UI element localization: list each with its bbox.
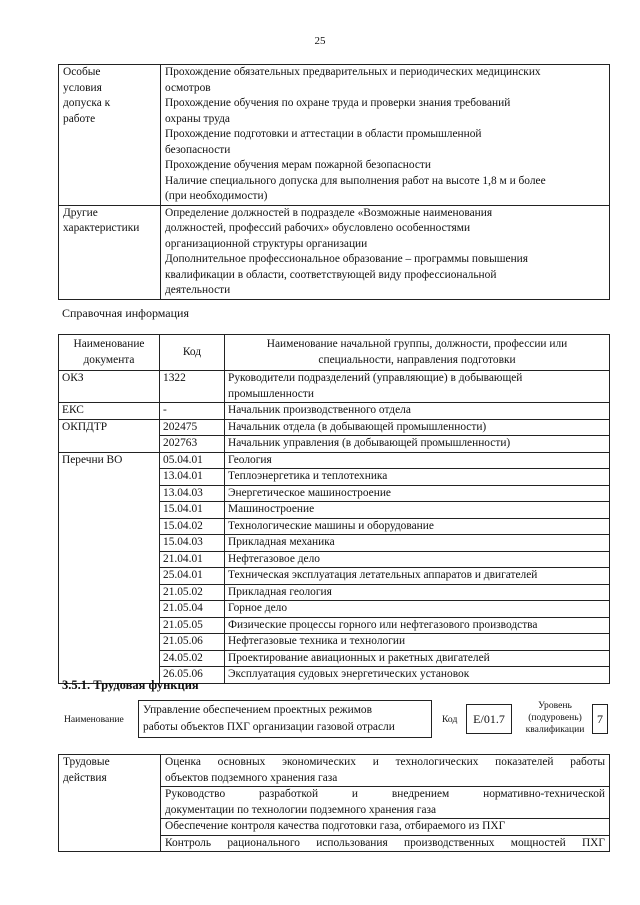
content-line: Наличие специального допуска для выполнения работ на высоте 1,8 м и более (165, 174, 546, 187)
level-value-box (592, 704, 608, 734)
cell-code: 24.05.02 (160, 650, 225, 667)
conditions-table (58, 64, 610, 300)
cell-code: 15.04.01 (160, 502, 225, 519)
cell-name (225, 371, 610, 403)
qualification-level-label (520, 700, 590, 736)
action-line: Оценка основных экономических и технологических показателей работы (165, 756, 605, 768)
labor-action-item (161, 787, 610, 819)
code-value: E/01.7 (473, 712, 505, 726)
action-line: Руководство разработкой и внедрением нормативно-технической (165, 788, 605, 800)
cell-code: 05.04.01 (160, 452, 225, 469)
cell-name: Прикладная механика (225, 535, 610, 552)
cell-name: Нефтегазовые техника и технологии (225, 634, 610, 651)
level-value: 7 (597, 712, 603, 726)
label-line: Другие (63, 206, 98, 219)
cell-doc: Перечни ВО (59, 452, 160, 683)
labor-actions-label (59, 755, 161, 852)
content-line: (при необходимости) (165, 190, 268, 202)
cell-name: Горное дело (225, 601, 610, 618)
labor-action-item (161, 755, 610, 787)
function-name-box (138, 700, 432, 738)
cell-code: 21.05.02 (160, 584, 225, 601)
table-row (59, 65, 610, 206)
cell-name: Начальник управления (в добывающей промышленности) (225, 436, 610, 453)
cell-name: Физические процессы горного или нефтегазового производства (225, 617, 610, 634)
action-line: Обеспечение контроля качества подготовки газа, отбираемого из ПХГ (165, 820, 506, 832)
header-name (225, 335, 610, 371)
header-text: Наименование начальной группы, должности, профессии или (266, 338, 568, 350)
header-document (59, 335, 160, 371)
content-line: Дополнительное профессиональное образование – программы повышения (165, 253, 528, 265)
header-text: Наименование (73, 338, 145, 350)
table-row (59, 755, 610, 787)
cell-code: 21.05.05 (160, 617, 225, 634)
cell-name: Проектирование авиационных и ракетных двигателей (225, 650, 610, 667)
action-line: объектов подземного хранения газа (165, 771, 338, 784)
level-label-line: квалификации (525, 724, 585, 735)
cell-name: Начальник отдела (в добывающей промышленности) (225, 419, 610, 436)
reference-table (58, 334, 610, 684)
reference-section-title: Справочная информация (62, 306, 189, 320)
function-name-line: Управление обеспечением проектных режимов (143, 704, 372, 716)
content-line: деятельности (165, 284, 231, 296)
special-conditions-label (59, 65, 161, 206)
cell-name: Технологические машины и оборудование (225, 518, 610, 535)
table-row (59, 371, 610, 403)
other-characteristics-content (161, 205, 610, 299)
labor-action-item (161, 835, 610, 852)
cell-doc: ЕКС (59, 403, 160, 420)
labor-function-heading: 3.5.1. Трудовая функция (62, 678, 199, 692)
content-line: безопасности (165, 143, 231, 156)
page-number: 25 (314, 35, 326, 47)
cell-code: 202763 (160, 436, 225, 453)
code-label: Код (442, 714, 458, 725)
content-line: Определение должностей в подразделе «Возможные наименования (165, 206, 493, 219)
cell-code: 202475 (160, 419, 225, 436)
cell-name: Теплоэнергетика и теплотехника (225, 469, 610, 486)
cell-doc: ОКЗ (59, 371, 160, 403)
content-line: Прохождение обучения мерам пожарной безопасности (165, 159, 431, 171)
content-line: квалификации в области, соответствующей виду профессиональной (165, 268, 497, 281)
cell-name: Прикладная геология (225, 584, 610, 601)
cell-code: 25.04.01 (160, 568, 225, 585)
content-line: Прохождение обязательных предварительных и периодических медицинских (165, 66, 541, 78)
cell-name: Геология (225, 452, 610, 469)
cell-code: 15.04.03 (160, 535, 225, 552)
cell-name: Техническая эксплуатация летательных аппаратов и двигателей (225, 568, 610, 585)
header-text: специальности, направления подготовки (318, 353, 516, 366)
name-label: Наименование (64, 714, 124, 725)
label-line: условия (63, 81, 102, 94)
cell-code: 13.04.01 (160, 469, 225, 486)
cell-name-line: Руководители подразделений (управляющие) в добывающей (228, 372, 523, 384)
labor-function-row (58, 698, 610, 742)
level-label-line: (подуровень) (528, 712, 582, 723)
code-value-box (466, 704, 512, 734)
content-line: осмотров (165, 81, 211, 94)
label-line: характеристики (63, 222, 140, 234)
other-characteristics-label (59, 205, 161, 299)
cell-name: Энергетическое машиностроение (225, 485, 610, 502)
action-line: Контроль рационального использования производственных мощностей ПХГ (165, 836, 605, 849)
label-line: Трудовые (63, 756, 110, 768)
cell-code: 21.04.01 (160, 551, 225, 568)
label-line: допуска к (63, 97, 111, 109)
label-line: действия (63, 771, 107, 784)
cell-name: Начальник производственного отдела (225, 403, 610, 420)
table-row (59, 205, 610, 299)
cell-doc: ОКПДТР (59, 419, 160, 452)
table-row (59, 403, 610, 420)
cell-name: Нефтегазовое дело (225, 551, 610, 568)
cell-code: 21.05.04 (160, 601, 225, 618)
cell-code: 1322 (160, 371, 225, 403)
content-line: охраны труда (165, 112, 230, 125)
cell-code: 15.04.02 (160, 518, 225, 535)
header-code: Код (160, 335, 225, 371)
content-line: организационной структуры организации (165, 237, 368, 250)
action-line: документации по технологии подземного хранения газа (165, 803, 437, 816)
label-line: работе (63, 112, 96, 125)
function-name-line: работы объектов ПХГ организации газовой отрасли (143, 721, 395, 733)
content-line: должностей, профессий рабочих» обусловлено особенностями (165, 222, 471, 234)
content-line: Прохождение подготовки и аттестации в области промышленной (165, 128, 482, 140)
cell-code: 21.05.06 (160, 634, 225, 651)
cell-name: Машиностроение (225, 502, 610, 519)
cell-name: Эксплуатация судовых энергетических установок (225, 667, 610, 684)
special-conditions-content (161, 65, 610, 206)
level-label-line: Уровень (538, 700, 572, 711)
cell-name-line: промышленности (228, 387, 314, 400)
cell-code: - (160, 403, 225, 420)
cell-code: 26.05.06 (160, 667, 225, 684)
table-row (59, 419, 610, 436)
labor-actions-table (58, 754, 610, 852)
table-row (59, 452, 610, 469)
cell-code: 13.04.03 (160, 485, 225, 502)
table-header-row (59, 335, 610, 371)
labor-action-item (161, 819, 610, 836)
header-text: документа (83, 353, 135, 366)
content-line: Прохождение обучения по охране труда и проверки знания требований (165, 97, 511, 109)
label-line: Особые (63, 66, 101, 78)
